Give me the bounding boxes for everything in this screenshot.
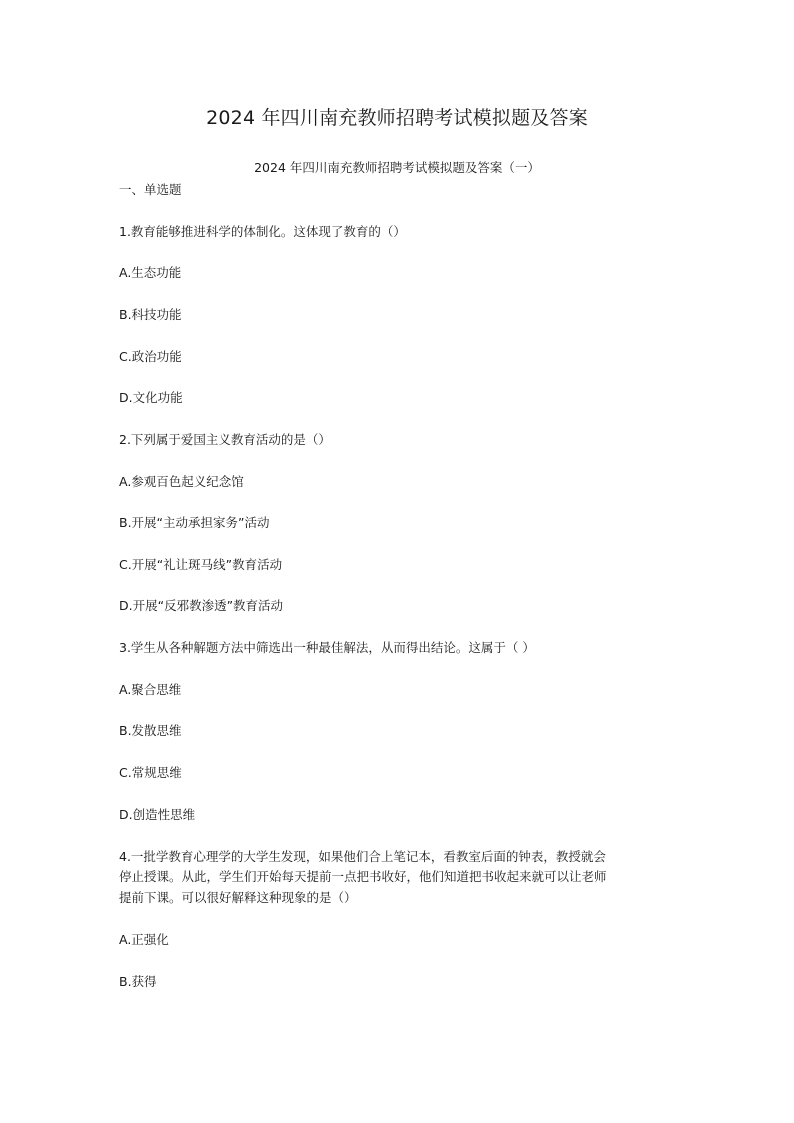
- question-1-option-a: A.生态功能: [119, 265, 182, 280]
- question-4-option-b: B.获得: [119, 974, 157, 989]
- question-1-option-b: B.科技功能: [119, 307, 182, 322]
- question-3-stem: 3.学生从各种解题方法中筛选出一种最佳解法，从而得出结论。这属于（ ）: [119, 640, 535, 655]
- question-3-option-c: C.常规思维: [119, 765, 182, 780]
- question-2-option-b: B.开展“主动承担家务”活动: [119, 515, 270, 530]
- question-4-stem-line-1: 4.一批学教育心理学的大学生发现，如果他们合上笔记本，看教室后面的钟表，教授就会: [119, 849, 606, 864]
- question-1-stem: 1.教育能够推进科学的体制化。这体现了教育的（）: [119, 224, 406, 239]
- question-3-option-a: A.聚合思维: [119, 682, 182, 697]
- question-2-stem: 2.下列属于爱国主义教育活动的是（）: [119, 432, 331, 447]
- question-1-option-d: D.文化功能: [119, 390, 183, 405]
- question-2-option-d: D.开展“反邪教渗透”教育活动: [119, 598, 284, 613]
- question-1-option-c: C.政治功能: [119, 349, 182, 364]
- question-3-option-d: D.创造性思维: [119, 807, 196, 822]
- question-4-option-a: A.正强化: [119, 932, 169, 947]
- question-2-option-c: C.开展“礼让斑马线”教育活动: [119, 557, 283, 572]
- section-heading: 一、单选题: [119, 182, 182, 197]
- question-2-option-a: A.参观百色起义纪念馆: [119, 474, 244, 489]
- document-title: 2024 年四川南充教师招聘考试模拟题及答案: [206, 107, 588, 129]
- document-subtitle: 2024 年四川南充教师招聘考试模拟题及答案（一）: [254, 160, 540, 175]
- question-4-stem-line-3: 提前下课。可以很好解释这种现象的是（）: [119, 890, 357, 905]
- question-4-stem-line-2: 停止授课。从此，学生们开始每天提前一点把书收好，他们知道把书收起来就可以让老师: [119, 869, 607, 884]
- question-3-option-b: B.发散思维: [119, 723, 182, 738]
